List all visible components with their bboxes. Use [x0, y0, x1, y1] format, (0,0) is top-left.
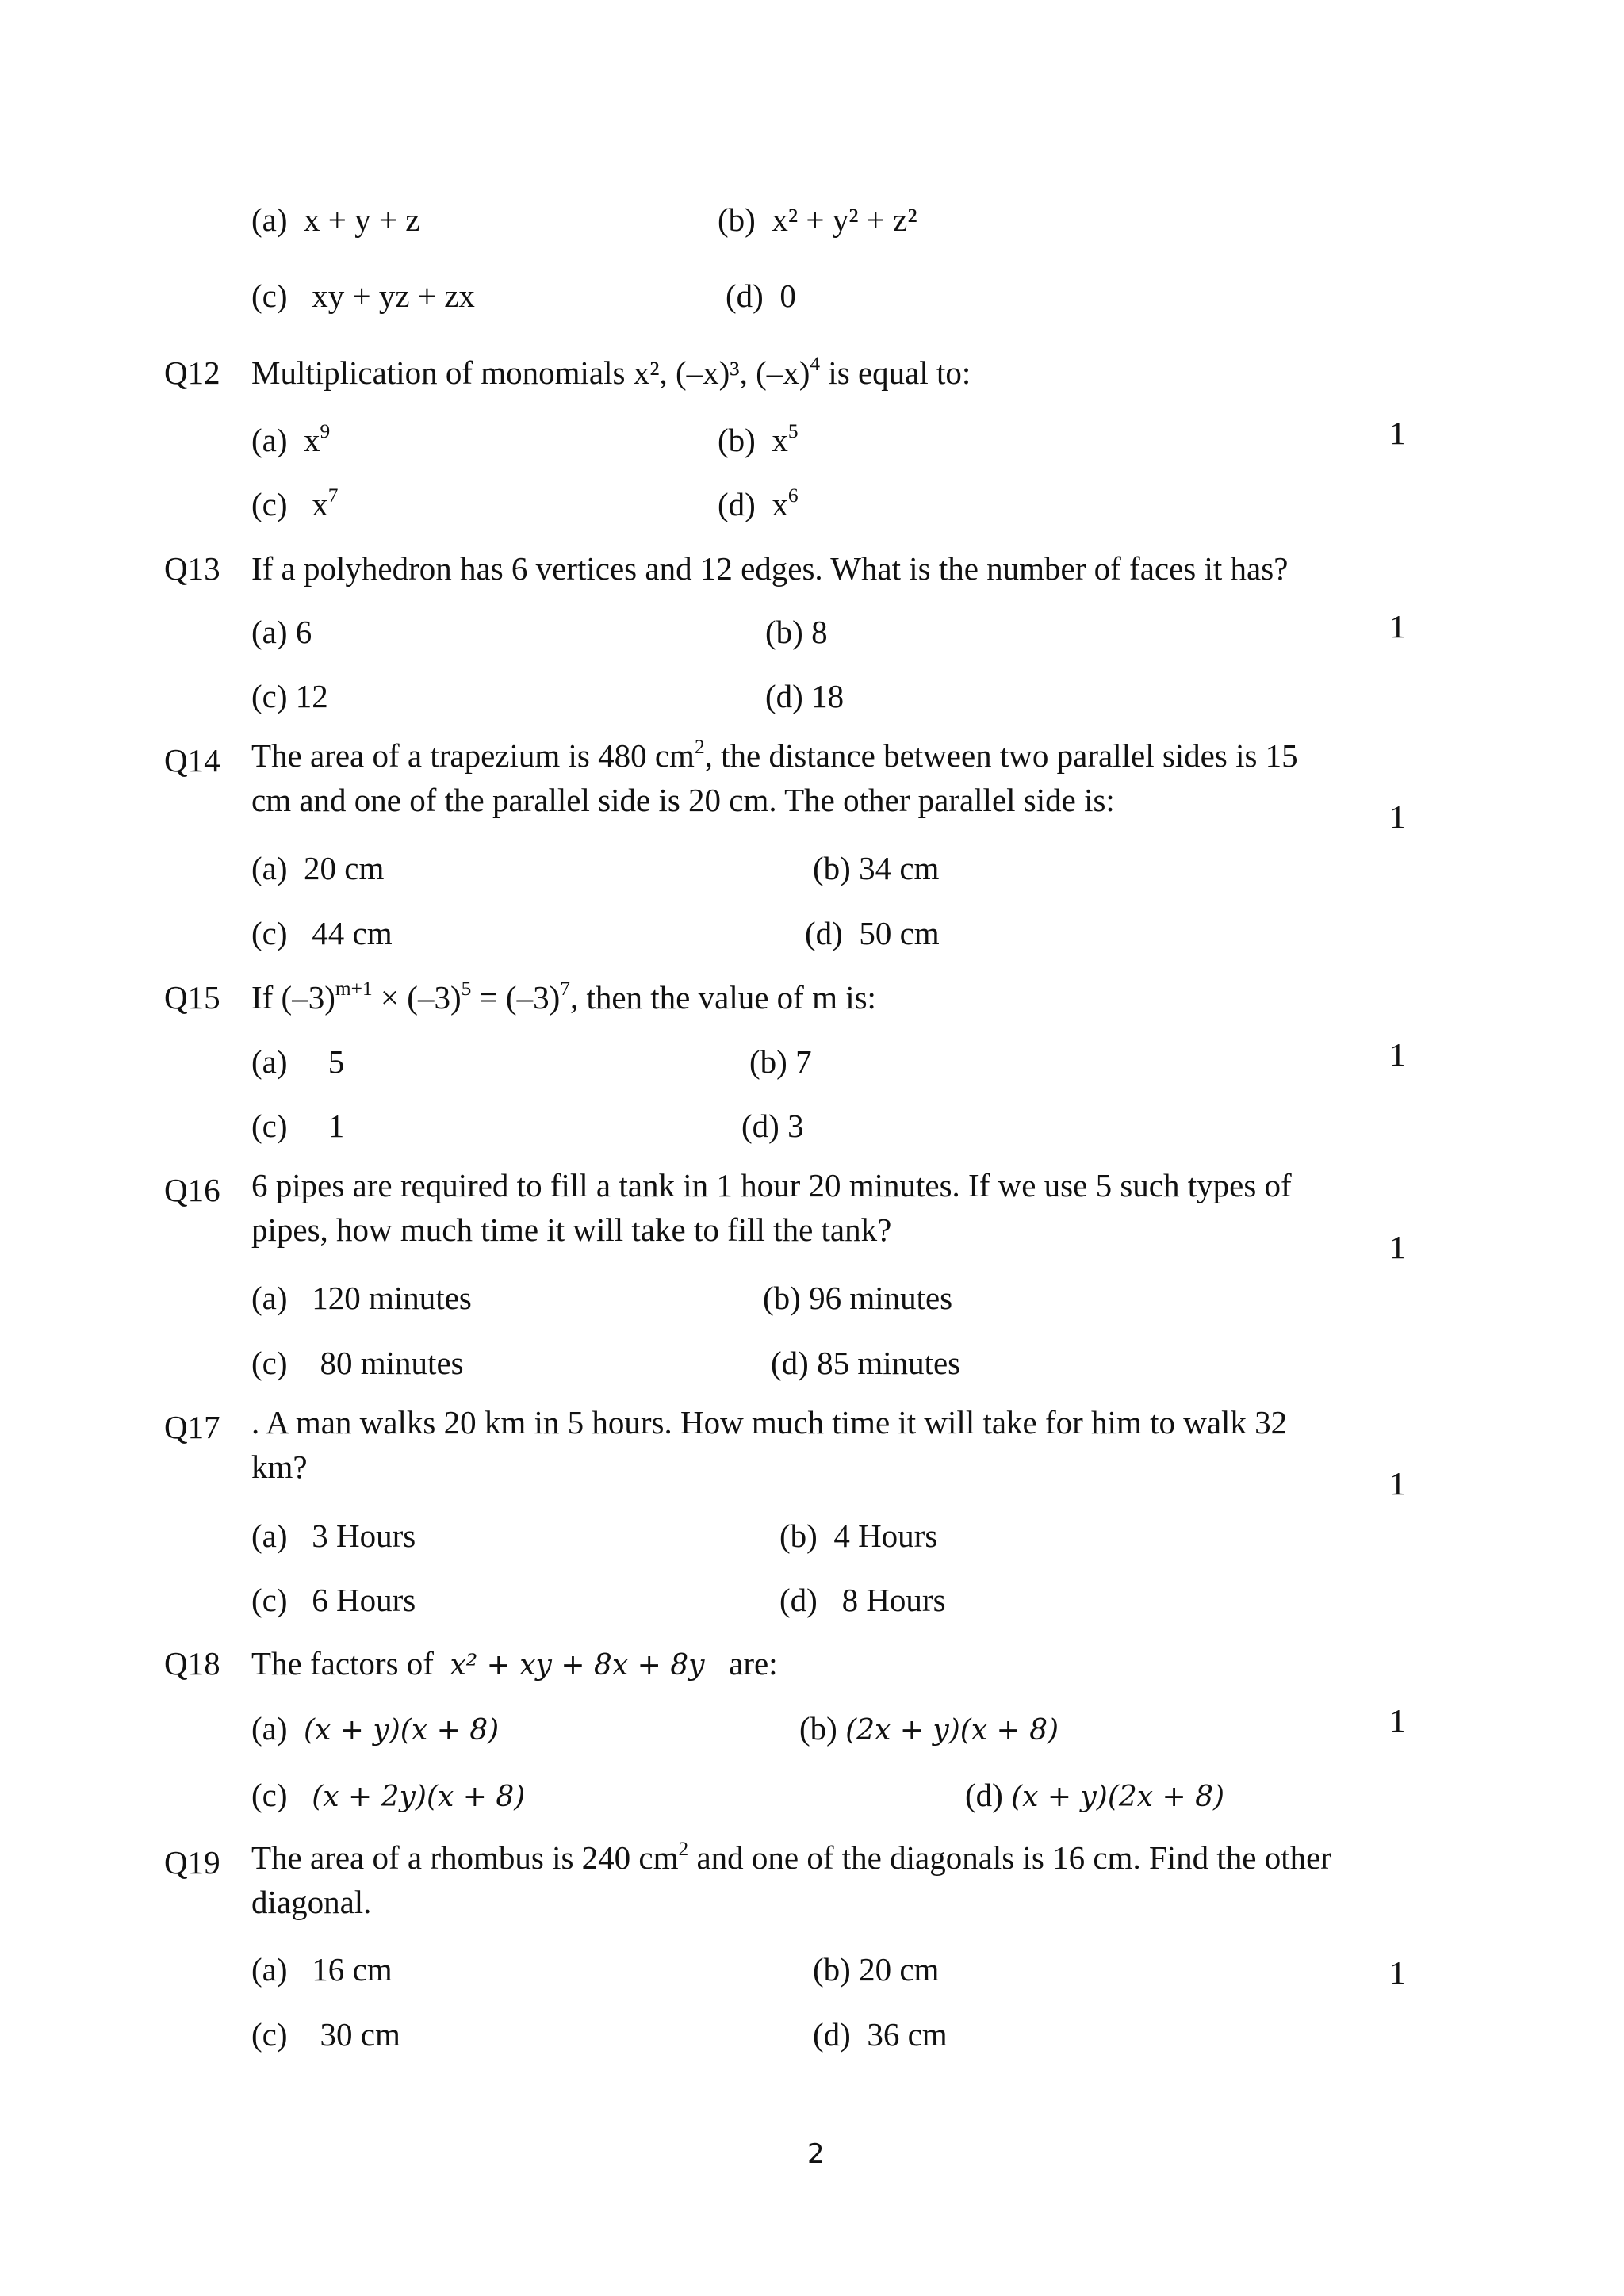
q11-option-a: (a) x + y + z	[251, 201, 420, 238]
q13-option-d: (d) 18	[765, 678, 845, 714]
q15-marks: 1	[1389, 1036, 1406, 1073]
q13-option-b: (b) 8	[765, 614, 828, 650]
q18-option-c: (c) (x + 2y)(x + 8)	[251, 1777, 526, 1813]
q19-option-b: (b) 20 cm	[813, 1951, 940, 1988]
q13-number: Q13	[164, 550, 220, 587]
q17-number: Q17	[164, 1409, 220, 1445]
q12-option-c: (c) $x^7$	[251, 484, 339, 522]
q18-number: Q18	[164, 1645, 220, 1682]
q19-option-a: (a) 16 cm	[251, 1951, 393, 1988]
q12-marks: 1	[1389, 415, 1406, 451]
q15-stem: If $(-3)^{m+1} \times (-3)^5 = (-3)^7$, then the value of m is:	[251, 977, 876, 1016]
q15-option-d: (d) 3	[741, 1108, 804, 1144]
q16-option-a: (a) 120 minutes	[251, 1280, 472, 1316]
q17-option-b: (b) 4 Hours	[779, 1517, 938, 1554]
q12-option-b: (b) $x^5$	[718, 419, 799, 458]
page-number: 2	[807, 2138, 825, 2170]
q19-stem: The area of a rhombus is 240 $cm^2$ and one of the diagonals is 16 cm. Find the other diagonal.	[251, 1837, 1331, 1920]
q13-stem: If a polyhedron has 6 vertices and 12 edges. What is the number of faces it has?	[251, 550, 1289, 587]
q14-stem: The area of a trapezium is 480 $cm^2$, the distance between two parallel sides is 15 cm and one of the parallel side is 20 cm. The other parallel side is:	[251, 735, 1298, 818]
q11-option-b: (b) x² + y² + z²	[718, 201, 917, 238]
q19-option-d: (d) 36 cm	[813, 2016, 948, 2053]
q14-option-b: (b) 34 cm	[813, 850, 940, 886]
q14-marks: 1	[1389, 798, 1406, 835]
q18-option-d: (d) (x + y)(2x + 8)	[965, 1777, 1225, 1813]
q17-marks: 1	[1389, 1465, 1406, 1502]
q15-number: Q15	[164, 979, 220, 1016]
q17-option-d: (d) 8 Hours	[779, 1582, 946, 1618]
q14-number: Q14	[164, 742, 220, 779]
q18-marks: 1	[1389, 1702, 1406, 1739]
q19-marks: 1	[1389, 1954, 1406, 1991]
q17-option-a: (a) 3 Hours	[251, 1517, 416, 1554]
q17-stem: . A man walks 20 km in 5 hours. How much time it will take for him to walk 32 km?	[251, 1404, 1288, 1485]
q15-option-a: (a) 5	[251, 1043, 345, 1080]
q13-option-a: (a) 6	[251, 614, 312, 650]
q19-number: Q19	[164, 1844, 220, 1881]
q12-option-d: (d) $x^6$	[718, 484, 799, 522]
q11-option-d: (d) 0	[726, 277, 796, 314]
q12-number: Q12	[164, 354, 220, 391]
q15-option-b: (b) 7	[749, 1043, 812, 1080]
q16-option-d: (d) 85 minutes	[771, 1345, 961, 1381]
q12-stem: Multiplication of monomials x², (–x)³, $(-x)^4$ is equal to:	[251, 352, 971, 391]
q17-option-c: (c) 6 Hours	[251, 1582, 416, 1618]
q14-option-c: (c) 44 cm	[251, 915, 393, 951]
q16-number: Q16	[164, 1172, 220, 1208]
q18-stem: The factors of x² + xy + 8x + 8y are:	[251, 1645, 778, 1682]
q16-option-b: (b) 96 minutes	[763, 1280, 953, 1316]
q18-option-a: (a) (x + y)(x + 8)	[251, 1710, 500, 1747]
q16-stem: 6 pipes are required to fill a tank in 1 hour 20 minutes. If we use 5 such types of pipes, how much time it will take to fill the tank?	[251, 1167, 1292, 1248]
q14-option-a: (a) 20 cm	[251, 850, 385, 886]
q11-option-c: (c) xy + yz + zx	[251, 277, 475, 314]
q16-marks: 1	[1389, 1229, 1406, 1265]
q19-option-c: (c) 30 cm	[251, 2016, 400, 2053]
q18-option-b: (b) (2x + y)(x + 8)	[799, 1710, 1059, 1747]
q13-option-c: (c) 12	[251, 678, 328, 714]
q15-option-c: (c) 1	[251, 1108, 345, 1144]
q18-expression: x² + xy + 8x + 8y	[450, 1649, 705, 1682]
q16-option-c: (c) 80 minutes	[251, 1345, 464, 1381]
q12-option-a: (a) $x^9$	[251, 419, 331, 458]
q13-marks: 1	[1389, 608, 1406, 645]
q14-option-d: (d) 50 cm	[805, 915, 940, 951]
